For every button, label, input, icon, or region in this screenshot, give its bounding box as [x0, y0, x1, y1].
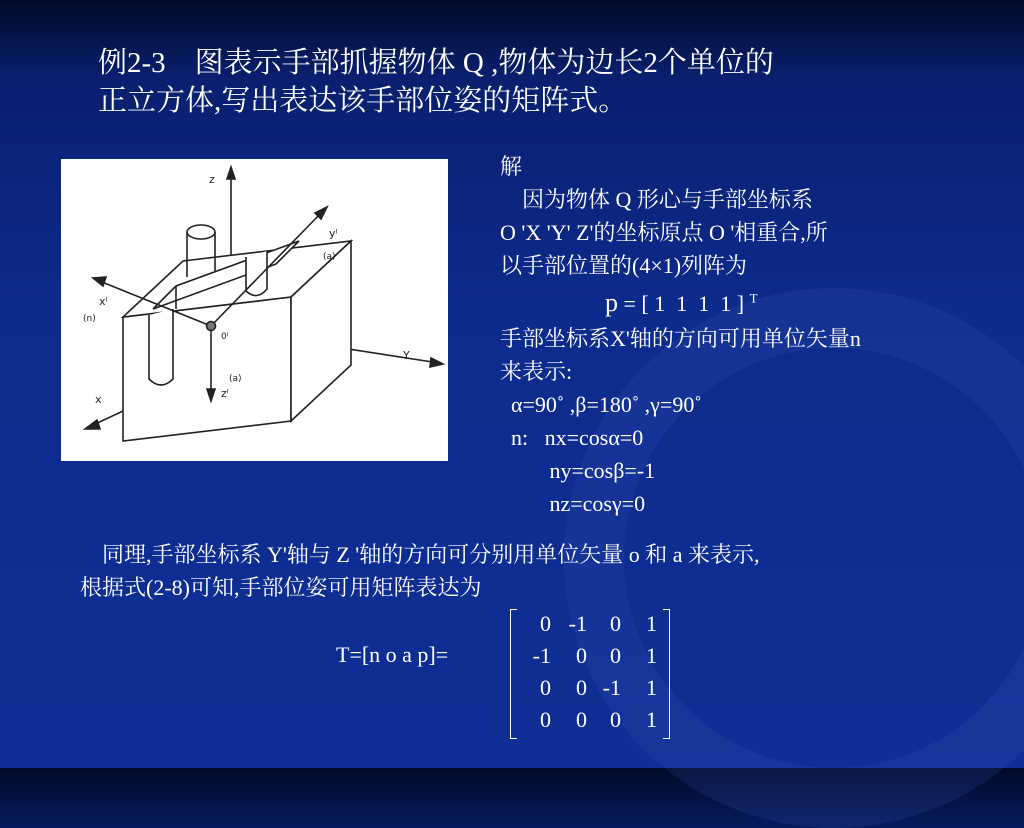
matrix-cell: 0 [610, 707, 621, 732]
solution-block [500, 150, 1000, 520]
left-finger [149, 309, 173, 385]
matrix-cell: 1 [646, 611, 657, 636]
p-transpose: T [749, 290, 758, 306]
matrix-row [511, 675, 669, 707]
solution-ny: ny=cosβ=-1 [500, 458, 656, 483]
p-vector [605, 288, 758, 318]
matrix-cell: 1 [646, 675, 657, 700]
gripper-diagram [61, 159, 448, 461]
matrix-cell: 1 [646, 707, 657, 732]
y-axis-arrow [430, 358, 443, 367]
fig-label-xprime: xˡ [99, 295, 108, 308]
matrix-row [511, 611, 669, 643]
paragraph-2-line-2: 根据式(2-8)可知,手部位姿可用矩阵表达为 [80, 575, 482, 600]
fig-label-a2: (a) [229, 374, 242, 384]
paragraph-2 [80, 538, 1020, 604]
matrix-cell: 1 [646, 643, 657, 668]
solution-line-3: 以手部位置的(4×1)列阵为 [500, 253, 748, 278]
solution-line-4: 手部坐标系X'轴的方向可用单位矢量n [500, 326, 861, 351]
solution-nz: nz=cosγ=0 [500, 491, 646, 516]
x-axis-arrow [85, 420, 100, 429]
matrix-cell: 0 [576, 675, 587, 700]
pose-matrix [510, 609, 670, 739]
fig-label-y: Y [403, 349, 410, 362]
gripper-cube-figure [61, 159, 448, 461]
matrix-cell: 0 [610, 643, 621, 668]
matrix-cell: 0 [540, 707, 551, 732]
fig-label-z: z [209, 173, 215, 186]
solution-nx: n: nx=cosα=0 [500, 425, 644, 450]
solution-line-5: 来表示: [500, 359, 573, 384]
matrix-cell: 0 [610, 611, 621, 636]
origin-point [207, 322, 216, 331]
solution-heading: 解 [500, 154, 523, 179]
title-line-1: 例2-3 图表示手部抓握物体 Q ,物体为边长2个单位的 [98, 47, 774, 79]
fig-label-n: (n) [83, 314, 96, 324]
fig-label-x: x [95, 393, 102, 406]
solution-angles: α=90˚ ,β=180˚ ,γ=90˚ [500, 392, 702, 417]
matrix-cell: -1 [568, 611, 587, 636]
paragraph-2-line-1: 同理,手部坐标系 Y'轴与 Z '轴的方向可分别用单位矢量 o 和 a 来表示, [80, 542, 760, 567]
matrix-cell: 0 [576, 707, 587, 732]
right-finger [246, 251, 267, 296]
p-vector-values: = [ 1 1 1 1 ] [618, 291, 750, 316]
matrix-cell: 0 [540, 675, 551, 700]
fig-label-yprime: yˡ [329, 227, 338, 240]
xprime-axis-arrow [93, 277, 106, 286]
matrix-cell: -1 [602, 675, 621, 700]
cylinder-top [187, 225, 215, 239]
solution-line-1: 因为物体 Q 形心与手部坐标系 [500, 187, 813, 212]
solution-line-2: O 'X 'Y' Z'的坐标原点 O '相重合,所 [500, 220, 828, 245]
matrix-cell: 0 [576, 643, 587, 668]
fig-label-a1: (a) [323, 252, 336, 262]
title-line-2: 正立方体,写出表达该手部位姿的矩阵式。 [98, 85, 628, 117]
z-axis-arrow [227, 167, 235, 179]
p-symbol: p [605, 288, 618, 317]
matrix-row [511, 707, 669, 739]
fig-label-o: 0ˡ [221, 332, 229, 342]
matrix-cell: 0 [540, 611, 551, 636]
problem-title [98, 44, 774, 120]
matrix-label: T=[n o a p]= [336, 642, 449, 667]
matrix-cell: -1 [532, 643, 551, 668]
matrix-row [511, 643, 669, 675]
fig-label-zprime: zˡ [221, 387, 229, 400]
